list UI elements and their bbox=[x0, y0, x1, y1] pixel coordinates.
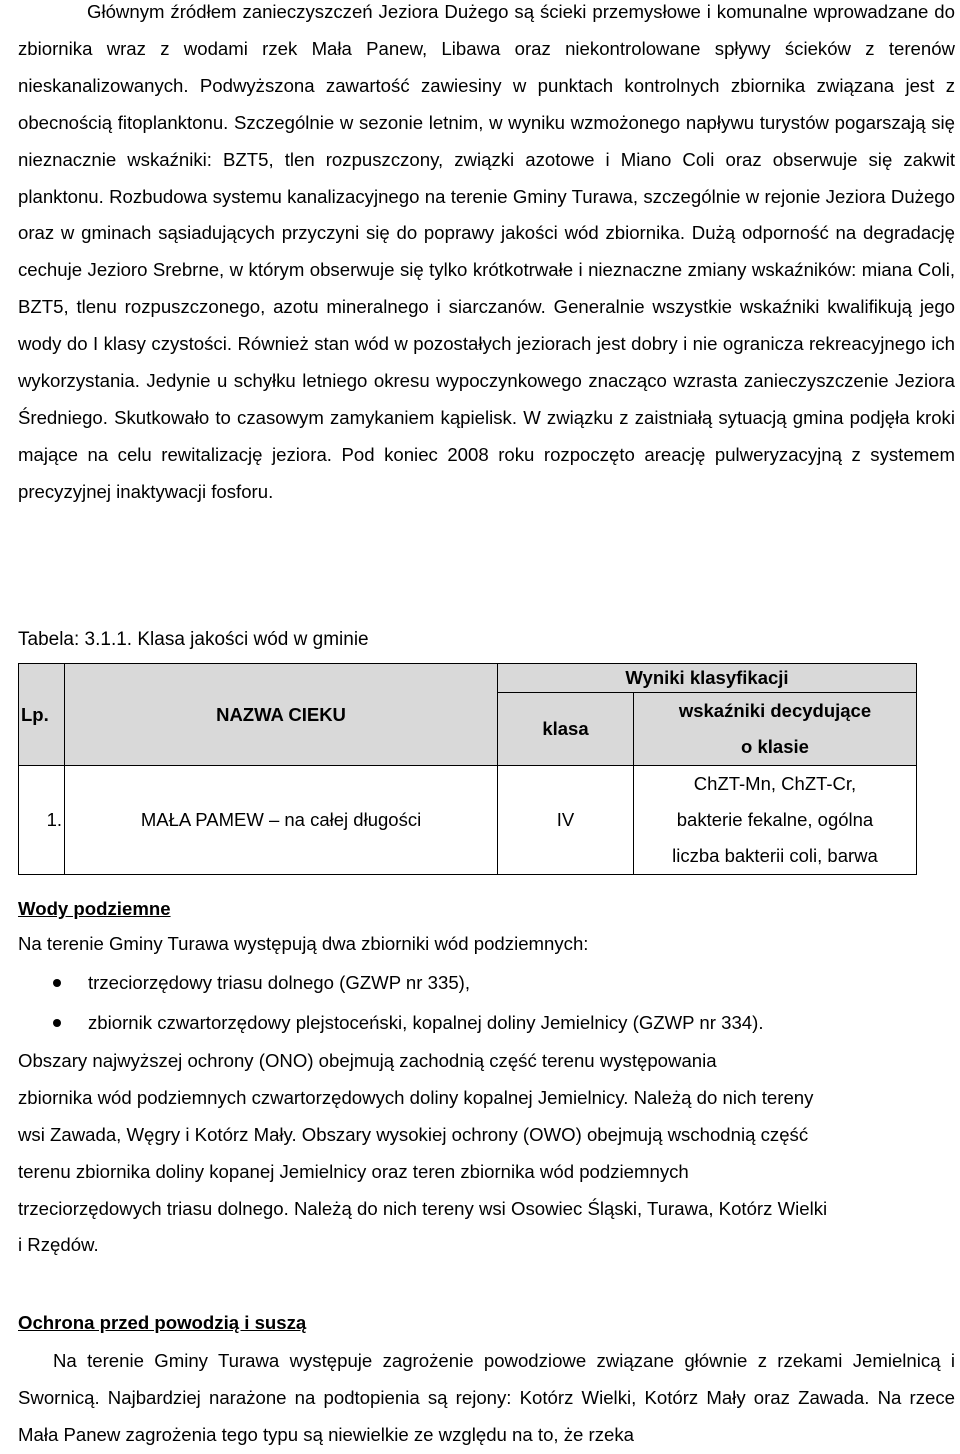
cell-indicators-line2: bakterie fekalne, ogólna bbox=[676, 809, 874, 830]
header-classification-group: Wyniki klasyfikacji bbox=[498, 664, 917, 693]
table-caption: Tabela: 3.1.1. Klasa jakości wód w gminie bbox=[18, 629, 369, 650]
intro-paragraph: Głównym źródłem zanieczyszczeń Jeziora Dużego są ścieki przemysłowe i komunalne wprowadzane do zbiornika wraz z wodami rzek Mała Panew, Libawa oraz niekontrolowane spływy ścieków z terenów nieskanalizowanych. Podwyższona zawartość zawiesiny w punktach kontrolnych zbiornika związana jest z obecnością fitoplanktonu. Szczególnie w sezonie letnim, w wyniku wzmożonego napływu turystów pogarszają się nieznacznie wskaźniki: BZT5, tlen rozpuszczony, związki azotowe i Miano Coli oraz obserwuje się zakwit planktonu. Rozbudowa systemu kanalizacyjnego na terenie Gminy Turawa, szczególnie w rejonie Jeziora Dużego oraz w gminach sąsiadujących przyczyni się do poprawy jakości wód zbiornika. Dużą odporność na degradację cechuje Jezioro Srebrne, w którym obserwuje się tylko krótkotrwałe i nieznaczne zmiany wskaźników: miana Coli, BZT5, tlenu rozpuszczonego, azotu mineralnego i siarczanów. Generalnie wszystkie wskaźniki kwalifikują jego wody do I klasy czystości. Również stan wód w pozostałych jeziorach jest dobry i nie ogranicza rekreacyjnego ich wykorzystania. Jedynie u schyłku letniego okresu wypoczynkowego znacząco wzrasta zanieczyszczenie Jeziora Średniego. Skutkowało to czasowym zamykaniem kąpielisk. W związku z zaistniałą sytuacją gmina podjęła kroki mające na celu rewitalizację jeziora. Pod koniec 2008 roku rozpoczęto areację pulweryzacyjną z systemem precyzyjnej inaktywacji fosforu. bbox=[18, 1, 955, 502]
cell-name: MAŁA PAMEW – na całej długości bbox=[65, 766, 498, 875]
header-indicators-line1: wskaźniki decydujące bbox=[678, 700, 872, 721]
flood-section bbox=[18, 1343, 955, 1454]
groundwater-line-5: trzeciorzędowych triasu dolnego. Należą do nich tereny wsi Osowiec Śląski, Turawa, Kotórz Wielki bbox=[18, 1197, 828, 1219]
list-item bbox=[18, 1003, 955, 1043]
header-indicators bbox=[634, 693, 917, 766]
groundwater-section bbox=[18, 926, 955, 1264]
groundwater-line-6: i Rzędów. bbox=[18, 1234, 99, 1256]
flood-heading: Ochrona przed powodzią i suszą bbox=[18, 1312, 307, 1333]
document-page bbox=[18, 0, 955, 1445]
cell-indicators-line3: liczba bakterii coli, barwa bbox=[672, 845, 878, 866]
header-indicators-line2: o klasie bbox=[741, 736, 809, 757]
water-quality-table bbox=[18, 663, 917, 875]
cell-indicators-line1: ChZT-Mn, ChZT-Cr, bbox=[693, 773, 857, 794]
cell-lp: 1. bbox=[19, 766, 65, 875]
header-name: NAZWA CIEKU bbox=[65, 664, 498, 766]
cell-klasa: IV bbox=[498, 766, 634, 875]
groundwater-lead: Na terenie Gminy Turawa występują dwa zbiorniki wód podziemnych: bbox=[18, 933, 589, 954]
cell-indicators bbox=[634, 766, 917, 875]
list-item-text: zbiornik czwartorzędowy plejstoceński, kopalnej doliny Jemielnicy (GZWP nr 334). bbox=[88, 1011, 764, 1033]
header-klasa: klasa bbox=[498, 693, 634, 766]
bullet-icon bbox=[53, 979, 61, 987]
groundwater-line-4: terenu zbiornika doliny kopanej Jemielnicy oraz teren zbiornika wód podziemnych bbox=[18, 1160, 689, 1182]
aquifer-list bbox=[18, 963, 955, 1043]
bullet-icon bbox=[53, 1019, 61, 1027]
table-row bbox=[19, 766, 917, 875]
groundwater-line-1: Obszary najwyższej ochrony (ONO) obejmują zachodnią część terenu występowania bbox=[18, 1049, 717, 1071]
flood-paragraph: Na terenie Gminy Turawa występuje zagrożenie powodziowe związane głównie z rzekami Jemielnicą i Swornicą. Najbardziej narażone na podtopienia są rejony: Kotórz Wielki, Kotórz Mały oraz Zawada. Na rzece Mała Panew zagrożenia tego typu są niewielkie ze względu na to, że rzeka bbox=[18, 1350, 955, 1445]
groundwater-line-2: zbiornika wód podziemnych czwartorzędowych doliny kopalnej Jemielnicy. Należą do nich tereny bbox=[18, 1086, 814, 1108]
groundwater-line-3: wsi Zawada, Węgry i Kotórz Mały. Obszary wysokiej ochrony (OWO) obejmują wschodnią część bbox=[18, 1123, 809, 1145]
groundwater-heading: Wody podziemne bbox=[18, 898, 171, 919]
header-lp: Lp. bbox=[19, 664, 65, 766]
list-item bbox=[18, 963, 955, 1003]
list-item-text: trzeciorzędowy triasu dolnego (GZWP nr 335), bbox=[88, 971, 471, 993]
